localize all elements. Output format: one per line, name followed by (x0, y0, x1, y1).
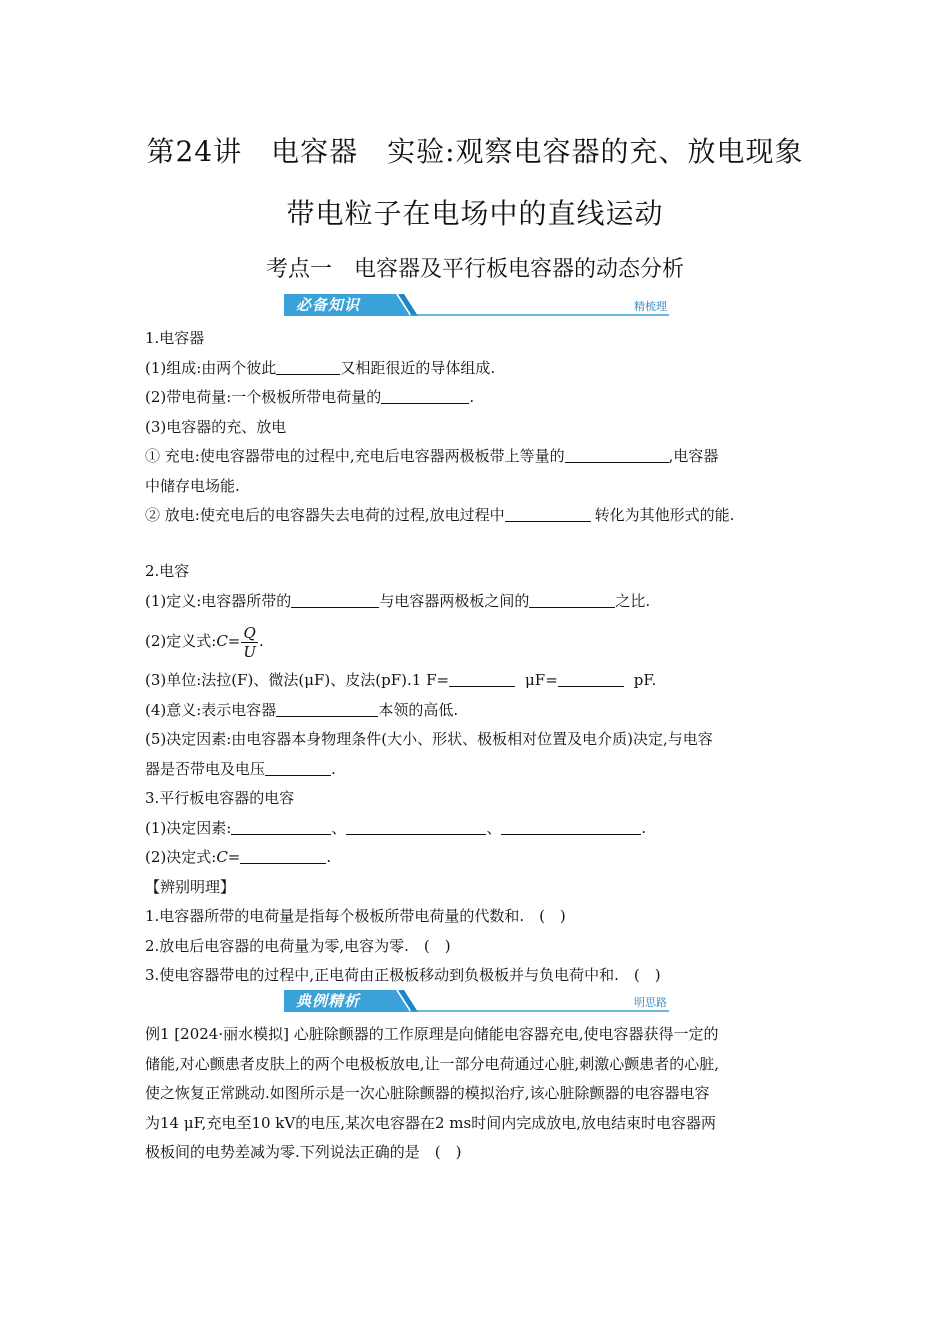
capacitor-heading: 1.电容器 (145, 329, 205, 347)
lecture-title: 第24讲 电容器 实验:观察电容器的充、放电现象 (146, 135, 804, 168)
meaning-line: (4)意义:表示电容器 本领的高低. (145, 700, 459, 719)
charge-line: (2)带电荷量:一个极板所带电荷量的 . (145, 388, 475, 406)
example-line: 例1 [2024·丽水模拟] 心脏除颤器的工作原理是向储能电容器充电,使电容器获得一定的 (145, 1025, 719, 1043)
example-line: 使之恢复正常跳动.如图所示是一次心脏除颤器的模拟治疗,该心脏除颤器的电容器电容 (145, 1084, 710, 1102)
banner-tag: 精梳理 (634, 300, 667, 313)
fraction-q-over-u: $\frac{Q}{U}$ (243, 623, 257, 661)
blank[interactable] (276, 700, 378, 717)
example-block (145, 1020, 810, 1168)
banner-essential-knowledge (284, 294, 669, 316)
factor-line-cont: 器是否带电及电压 . (145, 759, 336, 778)
blank[interactable] (381, 387, 469, 404)
blank[interactable] (291, 591, 379, 608)
blank[interactable] (529, 591, 615, 608)
charge-discharge-heading: (3)电容器的充、放电 (145, 417, 287, 436)
blank[interactable] (231, 818, 331, 835)
banner-label: 必备知识 (296, 296, 361, 314)
example-line: 储能,对心颤患者皮肤上的两个电极板放电,让一部分电荷通过心脏,刺激心颤患者的心脏, (145, 1054, 720, 1073)
formula-line: (2)定义式:C= $\frac{Q}{U}$ . (145, 623, 264, 661)
blank[interactable] (449, 670, 515, 687)
definition-line: (1)定义:电容器所带的 与电容器两极板之间的 之比. (145, 591, 651, 610)
charging-line-cont: 中储存电场能. (145, 476, 240, 495)
parallel-heading: 3.平行板电容器的电容 (145, 789, 295, 807)
composition-line: (1)组成:由两个彼此 又相距很近的导体组成. (145, 358, 496, 377)
lecture-subtitle: 带电粒子在电场中的直线运动 (286, 197, 664, 230)
blank[interactable] (565, 446, 669, 463)
factor-line: (5)决定因素:由电容器本身物理条件(大小、形状、极板相对位置及电介质)决定,与电容 (145, 730, 713, 748)
discharging-line: ② 放电:使充电后的电容器失去电荷的过程,放电过程中 转化为其他形式的能. (145, 506, 735, 524)
section-title: 考点一 电容器及平行板电容器的动态分析 (265, 257, 684, 282)
parallel-formula-line: (2)决定式:C= . (145, 848, 332, 866)
blank[interactable] (558, 670, 624, 687)
judge-heading: 【辨别明理】 (145, 877, 236, 896)
blank[interactable] (276, 358, 340, 375)
example-line: 为14 μF,充电至10 kV的电压,某次电容器在2 ms时间内完成放电,放电结束时电容器两 (145, 1113, 716, 1132)
charging-line: ① 充电:使电容器带电的过程中,充电后电容器两极板带上等量的 ,电容器 (145, 447, 719, 465)
blank[interactable] (505, 505, 591, 522)
blank[interactable] (240, 847, 326, 864)
banner-tag: 明思路 (634, 996, 667, 1009)
banner-label: 典例精析 (296, 992, 361, 1010)
banner-typical-examples (284, 990, 669, 1012)
judge-item: 2.放电后电容器的电荷量为零,电容为零. ( ) (145, 936, 451, 955)
parallel-factors-line: (1)决定因素: 、 、 . (145, 818, 647, 837)
judge-item: 1.电容器所带的电荷量是指每个极板所带电荷量的代数和. ( ) (145, 907, 566, 925)
blank[interactable] (501, 818, 641, 835)
blank[interactable] (346, 818, 486, 835)
example-line: 极板间的电势差减为零.下列说法正确的是 ( ) (145, 1143, 462, 1161)
unit-line: (3)单位:法拉(F)、微法(μF)、皮法(pF).1 F= μF= pF. (145, 671, 657, 689)
knowledge-block (145, 324, 810, 531)
capacitance-heading: 2.电容 (145, 562, 190, 580)
capacitance-block (145, 557, 810, 991)
blank[interactable] (265, 759, 331, 776)
judge-item: 3.使电容器带电的过程中,正电荷由正极板移动到负极板并与负电荷中和. ( ) (145, 966, 661, 984)
